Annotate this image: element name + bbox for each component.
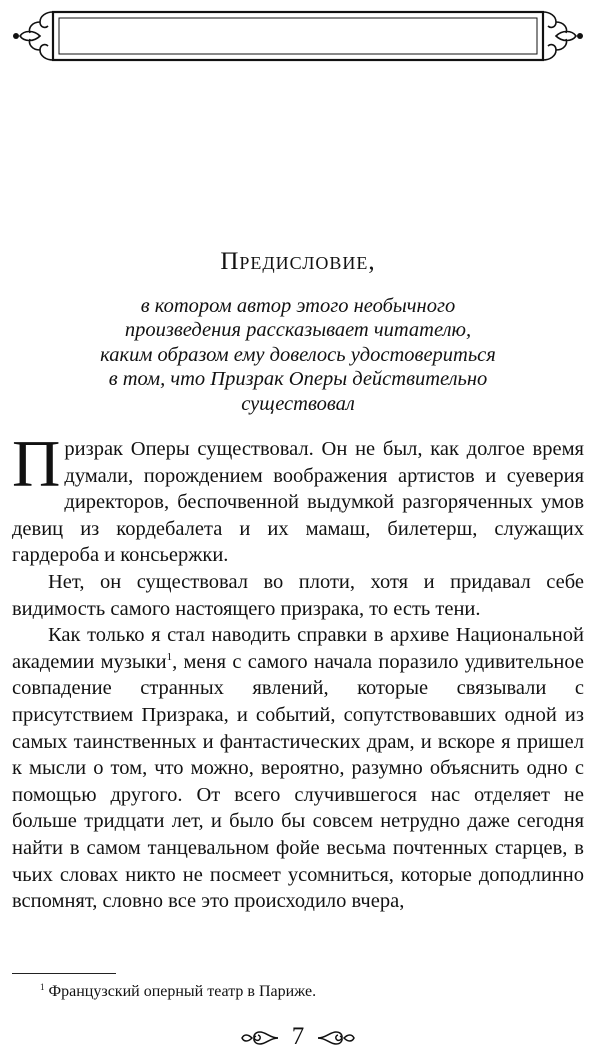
subtitle-line: существовал [241,392,355,415]
paragraph [12,622,584,915]
subtitle-line: каким образом ему довелось удостовериться [100,343,496,366]
chapter-title: Предисловие, [220,248,376,275]
footnote-text: Французский оперный театр в Париже. [48,983,317,1000]
paragraph-text: Как только я стал наводить справки в архиве Национальной академии музыки [12,624,584,673]
paragraph [12,427,584,569]
paragraph-text: , меня с самого начала поразило удивительное совпадение странных явлений, которые связывали с присутствием Призрака, и событий, сопутствовавших одной из самых таинственных и фантастических драм, и вскоре я пришел к мысли о том, что можно, вероятно, разумно объяснить одно с помощью другого. От всего случившегося нас отделяет не больше тридцати лет, и было бы совсем нетрудно даже сегодня найти в самом танцевальном фойе весьма почтенных старцев, в чьих словах никто не посмеет усомниться, которые доподлинно вспомнят, словно все это происходило вчера, [12,650,584,913]
subtitle-line: произведения рассказывает читателю, [124,319,472,342]
drop-cap: П [12,427,61,501]
body-text [12,427,584,915]
paragraph-text: ризрак Оперы существовал. Он не был, как долгое время думали, порождением воображения артистов и суеверия директоров, беспочвенной выдумкой разгоряченных умов девиц из кордебалета и их мамаш, билетерш, служащих гардероба и консьержки. [12,438,584,567]
subtitle-line: в том, что Призрак Оперы действительно [108,368,488,391]
chapter-subtitle [40,294,556,416]
page-number: 7 [291,1023,305,1050]
header-ornament-frame [10,8,586,64]
footnote [40,983,580,1001]
footnote-reference: 1 [166,650,173,663]
flourish-right-icon [316,1026,356,1050]
footnote-divider [12,973,116,974]
paragraph: Нет, он существовал во плоти, хотя и придавал себе видимость самого настоящего призрака, то есть тени. [12,570,584,620]
subtitle-line: в котором автор этого необычного [140,295,456,317]
footnote-marker: 1 [40,982,45,992]
